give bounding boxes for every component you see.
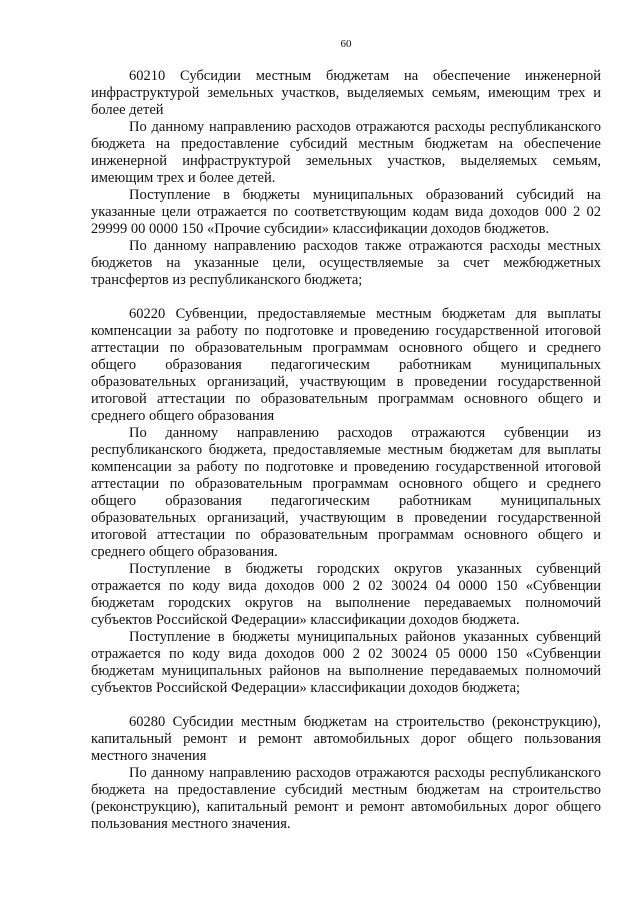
document-page — [91, 38, 601, 833]
section-heading: 60210 Субсидии местным бюджетам на обеспечение инженерной инфраструктурой земельных участков, выделяемых семьям, имеющим трех и более детей — [91, 68, 601, 118]
paragraph: Поступление в бюджеты муниципальных районов указанных субвенций отражается по коду вида доходов 000 2 02 30024 05 0000 150 «Субвенции бюджетам муниципальных районов на выполнение передаваемых полномочий субъектов Российской Федерации» классификации доходов бюджета; — [91, 629, 601, 696]
section-60280 — [91, 714, 601, 833]
paragraph: По данному направлению расходов также отражаются расходы местных бюджетов на указанные цели, осуществляемые за счет межбюджетных трансфертов из республиканского бюджета; — [91, 238, 601, 288]
page-number: 60 — [340, 38, 352, 50]
paragraph: По данному направлению расходов отражаются расходы республиканского бюджета на предоставление субсидий местным бюджетам на строительство (реконструкцию), капитальный ремонт и ремонт автомобильных дорог общего пользования местного значения. — [91, 765, 601, 832]
paragraph: По данному направлению расходов отражаются расходы республиканского бюджета на предоставление субсидий местным бюджетам на обеспечение инженерной инфраструктурой земельных участков, выделяемых семьям, имеющим трех и более детей. — [91, 119, 601, 186]
paragraph: Поступление в бюджеты муниципальных образований субсидий на указанные цели отражается по соответствующим кодам вида доходов 000 2 02 29999 00 0000 150 «Прочие субсидии» классификации доходов бюджетов. — [91, 187, 601, 237]
section-heading: 60220 Субвенции, предоставляемые местным бюджетам для выплаты компенсации за работу по подготовке и проведению государственной итоговой аттестации по образовательным программам основного общего и среднего общего образования педагогическим работникам муниципальных образовательных организаций, участвующим в проведении государственной итоговой аттестации по образовательным программам основного общего и среднего общего образования — [91, 306, 601, 424]
paragraph: По данному направлению расходов отражаются субвенции из республиканского бюджета, предоставляемые местным бюджетам для выплаты компенсации за работу по подготовке и проведению государственной итоговой аттестации по образовательным программам основного общего и среднего общего образования педагогическим работникам муниципальных образовательных организаций, участвующим в проведении государственной итоговой аттестации по образовательным программам основного общего и среднего общего образования. — [91, 425, 601, 560]
section-60210 — [91, 68, 601, 289]
section-60220 — [91, 306, 601, 697]
paragraph: Поступление в бюджеты городских округов указанных субвенций отражается по коду вида доходов 000 2 02 30024 04 0000 150 «Субвенции бюджетам городских округов на выполнение передаваемых полномочий субъектов Российской Федерации» классификации доходов бюджета. — [91, 561, 601, 628]
section-heading: 60280 Субсидии местным бюджетам на строительство (реконструкцию), капитальный ремонт и ремонт автомобильных дорог общего пользования местного значения — [91, 714, 601, 764]
